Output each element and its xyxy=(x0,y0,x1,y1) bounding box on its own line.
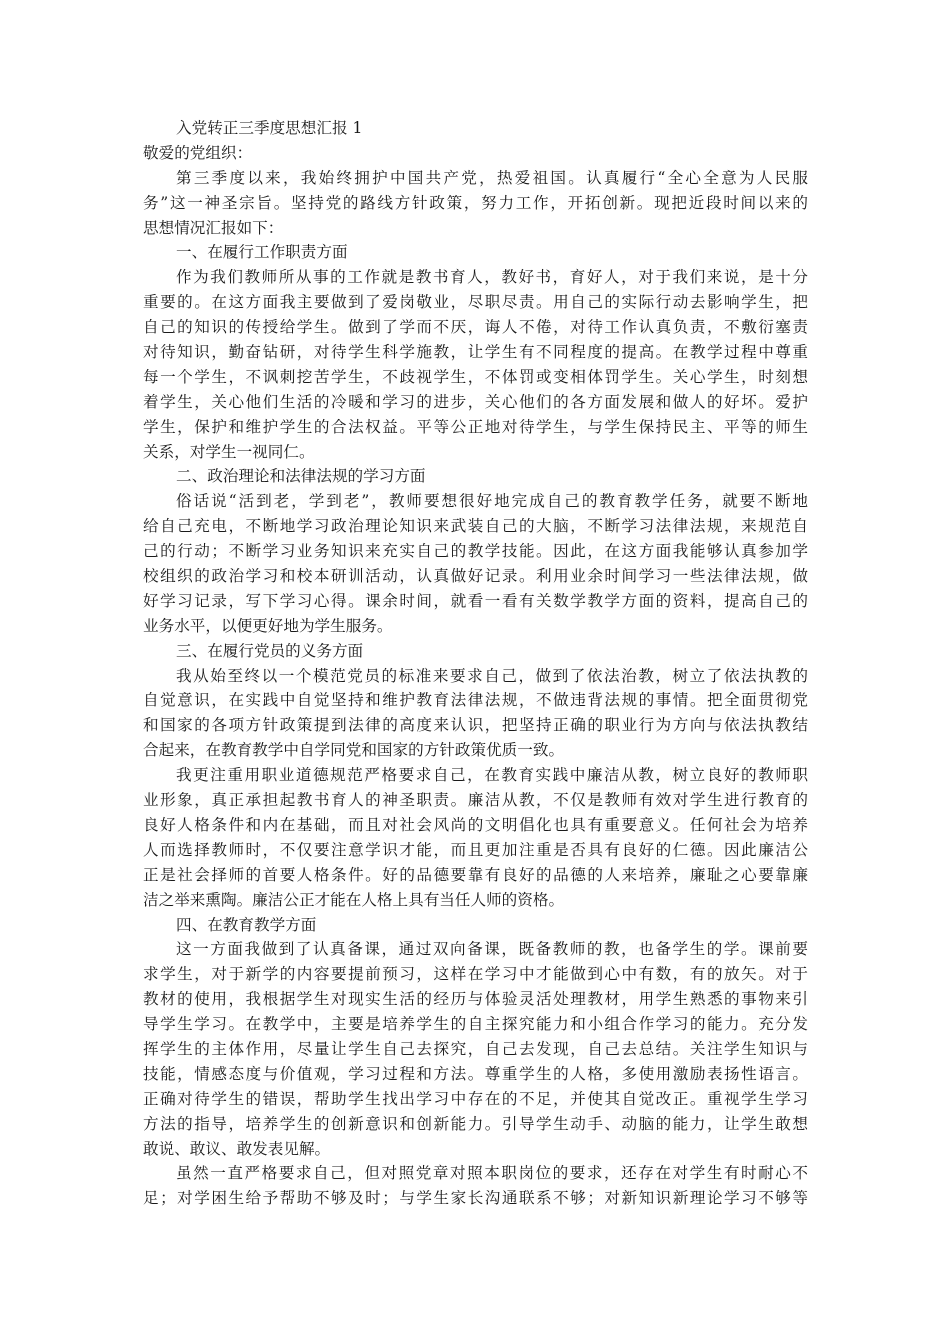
text-line: 关系，对学生一视同仁。 xyxy=(143,442,315,461)
salutation: 敬爱的党组织： xyxy=(143,143,253,162)
text-line: 一、在履行工作职责方面 xyxy=(176,243,348,262)
text-line: 方法的指导，培养学生的创新意识和创新能力。引导学生动手、动脑的能力，让学生敢想 xyxy=(143,1114,808,1133)
text-line: 校组织的政治学习和校本研训活动，认真做好记录。利用业余时间学习一些法律法规，做 xyxy=(143,567,808,586)
text-line: 足；对学困生给予帮助不够及时；与学生家长沟通联系不够；对新知识新理论学习不够等 xyxy=(143,1189,808,1208)
text-line: 正是社会择师的首要人格条件。好的品德要靠有良好的品德的人来培养，廉耻之心要靠廉 xyxy=(143,865,808,884)
text-line: 思想情况汇报如下： xyxy=(143,218,284,237)
text-line: 教材的使用，我根据学生对现实生活的经历与体验灵活处理教材，用学生熟悉的事物来引 xyxy=(143,990,808,1009)
text-line: 合起来，在教育教学中自学同党和国家的方针政策优质一致。 xyxy=(143,741,565,760)
text-line: 求学生，对于新学的内容要提前预习，这样在学习中才能做到心中有数，有的放矢。对于 xyxy=(143,965,808,984)
text-line: 对待知识，勤奋钻研，对待学生科学施教，让学生有不同程度的提高。在教学过程中尊重 xyxy=(143,343,808,362)
text-line: 挥学生的主体作用，尽量让学生自己去探究，自己去发现，自己去总结。关注学生知识与 xyxy=(143,1039,808,1058)
document-page xyxy=(143,116,808,1211)
text-line: 作为我们教师所从事的工作就是教书育人，教好书，育好人，对于我们来说，是十分 xyxy=(176,268,808,287)
text-line: 虽然一直严格要求自己，但对照党章对照本职岗位的要求，还存在对学生有时耐心不 xyxy=(176,1164,808,1183)
text-line: 业形象，真正承担起教书育人的神圣职责。廉洁从教，不仅是教师有效对学生进行教育的 xyxy=(143,791,808,810)
text-line: 人而选择教师时，不仅要注意学识才能，而且更加注重是否具有良好的仁德。因此廉洁公 xyxy=(143,840,808,859)
document-title: 入党转正三季度思想汇报 1 xyxy=(176,119,363,137)
text-line: 给自己充电，不断地学习政治理论知识来武装自己的大脑，不断学习法律法规，来规范自 xyxy=(143,517,808,536)
text-line: 自觉意识，在实践中自觉坚持和维护教育法律法规，不做违背法规的事情。把全面贯彻党 xyxy=(143,691,808,710)
text-line: 良好人格条件和内在基础，而且对社会风尚的文明倡化也具有重要意义。任何社会为培养 xyxy=(143,815,808,834)
text-line: 三、在履行党员的义务方面 xyxy=(176,641,364,660)
text-line: 我更注重用职业道德规范严格要求自己，在教育实践中廉洁从教，树立良好的教师职 xyxy=(176,766,808,785)
text-line: 二、政治理论和法律法规的学习方面 xyxy=(176,467,426,486)
text-line: 四、在教育教学方面 xyxy=(176,915,317,934)
text-line: 务”这一神圣宗旨。坚持党的路线方针政策，努力工作，开拓创新。现把近段时间以来的 xyxy=(143,193,808,212)
text-line: 正确对待学生的错误，帮助学生找出学习中存在的不足，并使其自觉改正。重视学生学习 xyxy=(143,1089,808,1108)
text-line: 自己的知识的传授给学生。做到了学而不厌，诲人不倦，对待工作认真负责，不敷衍塞责 xyxy=(143,318,808,337)
text-line: 好学习记录，写下学习心得。课余时间，就看一看有关数学教学方面的资料，提高自己的 xyxy=(143,591,808,610)
text-line: 这一方面我做到了认真备课，通过双向备课，既备教师的教，也备学生的学。课前要 xyxy=(176,940,808,959)
text-line: 和国家的各项方针政策提到法律的高度来认识，把坚持正确的职业行为方向与依法执教结 xyxy=(143,716,808,735)
text-line: 学生，保护和维护学生的合法权益。平等公正地对待学生，与学生保持民主、平等的师生 xyxy=(143,417,808,436)
text-line: 己的行动；不断学习业务知识来充实自己的教学技能。因此，在这方面我能够认真参加学 xyxy=(143,542,808,561)
text-line: 重要的。在这方面我主要做到了爱岗敬业，尽职尽责。用自己的实际行动去影响学生，把 xyxy=(143,293,808,312)
text-line: 洁之举来熏陶。廉洁公正才能在人格上具有当任人师的资格。 xyxy=(143,890,565,909)
text-line: 俗话说“活到老，学到老”，教师要想很好地完成自己的教育教学任务，就要不断地 xyxy=(176,492,808,511)
text-line: 导学生学习。在教学中，主要是培养学生的自主探究能力和小组合作学习的能力。充分发 xyxy=(143,1015,808,1034)
text-line: 第三季度以来，我始终拥护中国共产党，热爱祖国。认真履行“全心全意为人民服 xyxy=(176,168,808,187)
text-line: 技能，情感态度与价值观，学习过程和方法。尊重学生的人格，多使用激励表扬性语言。 xyxy=(143,1064,808,1083)
text-line: 我从始至终以一个模范党员的标准来要求自己，做到了依法治教，树立了依法执教的 xyxy=(176,666,808,685)
text-line: 每一个学生，不讽刺挖苦学生，不歧视学生，不体罚或变相体罚学生。关心学生，时刻想 xyxy=(143,367,808,386)
text-line: 敢说、敢议、敢发表见解。 xyxy=(143,1139,331,1158)
document-body xyxy=(143,166,808,1211)
text-line: 业务水平，以便更好地为学生服务。 xyxy=(143,616,393,635)
text-line: 着学生，关心他们生活的冷暖和学习的进步，关心他们的各方面发展和做人的好坏。爱护 xyxy=(143,392,808,411)
